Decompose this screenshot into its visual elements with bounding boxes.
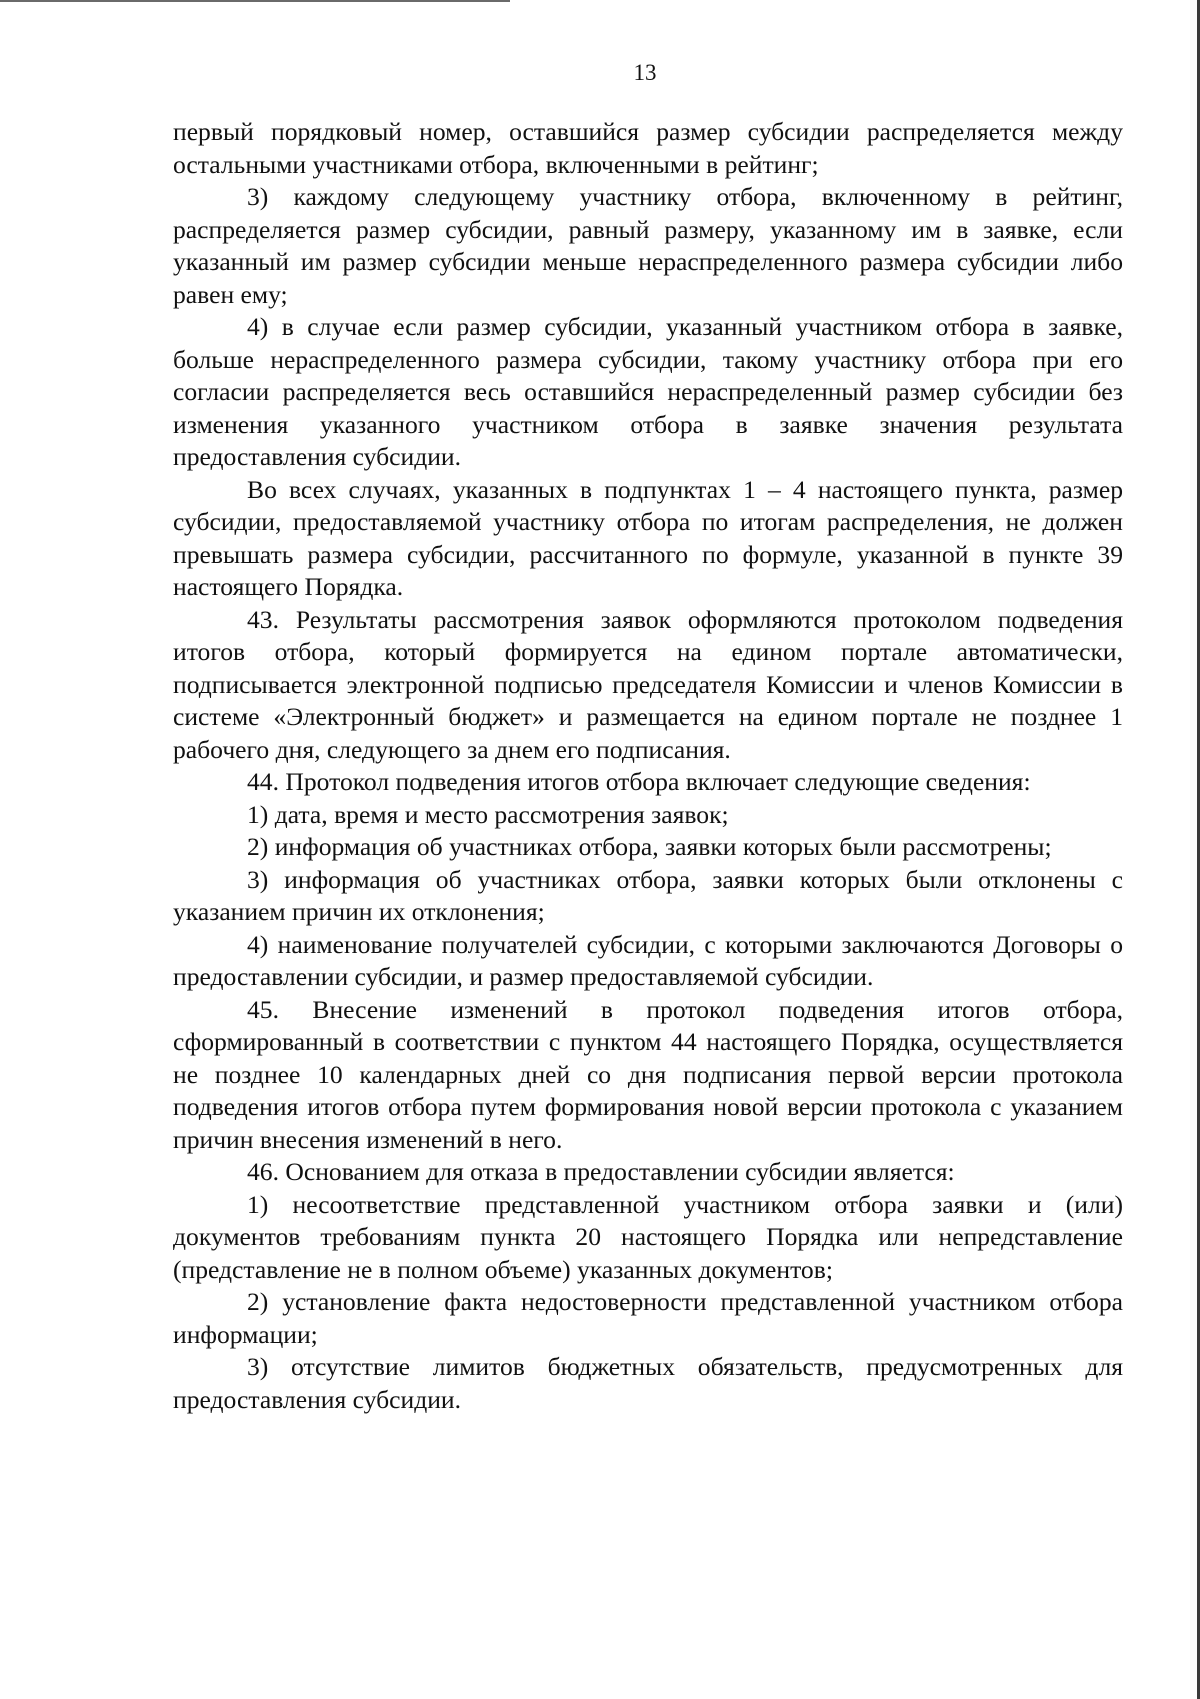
paragraph: 44. Протокол подведения итогов отбора включает следующие сведения:	[247, 767, 1031, 796]
scan-edge-top	[0, 0, 510, 2]
paragraph: 43. Результаты рассмотрения заявок оформляются протоколом подведения итогов отбора, который формируется на едином портале автоматически, подписывается электронной подписью председателя Комиссии и членов Комиссии в системе «Электронный бюджет» и размещается на едином портале не позднее 1 рабочего дня, следующего за днем его подписания.	[173, 604, 1123, 764]
paragraph: 4) наименование получателей субсидии, с которыми заключаются Договоры о предоставлении субсидии, и размер предоставляемой субсидии.	[173, 929, 1123, 991]
paragraph: Во всех случаях, указанных в подпунктах 1 – 4 настоящего пункта, размер субсидии, предоставляемой участнику отбора по итогам распределения, не должен превышать размера субсидии, рассчитанного по формуле, указанной в пункте 39 настоящего Порядка.	[173, 474, 1123, 601]
document-body	[173, 116, 1123, 1416]
paragraph: 4) в случае если размер субсидии, указанный участником отбора в заявке, больше нераспределенного размера субсидии, такому участнику отбора при его согласии распределяется весь оставшийся нераспределенный размер субсидии без изменения указанного участником отбора в заявке значения результата предоставления субсидии.	[173, 312, 1123, 471]
paragraph: 1) несоответствие представленной участником отбора заявки и (или) документов требованиям пункта 20 настоящего Порядка или непредставление (представление не в полном объеме) указанных документов;	[173, 1189, 1123, 1284]
paragraph: 2) установление факта недостоверности представленной участником отбора информации;	[173, 1287, 1123, 1349]
page-number: 13	[633, 60, 657, 85]
paragraph: 1) дата, время и место рассмотрения заявок;	[247, 799, 729, 829]
paragraph: 3) информация об участниках отбора, заявки которых были отклонены с указанием причин их отклонения;	[173, 864, 1123, 926]
paragraph: первый порядковый номер, оставшийся размер субсидии распределяется между остальными участниками отбора, включенными в рейтинг;	[173, 117, 1123, 179]
paragraph: 3) отсутствие лимитов бюджетных обязательств, предусмотренных для предоставления субсидии.	[173, 1352, 1123, 1414]
paragraph: 3) каждому следующему участнику отбора, включенному в рейтинг, распределяется размер субсидии, равный размеру, указанному им в заявке, если указанный им размер субсидии меньше нераспределенного размера субсидии либо равен ему;	[173, 182, 1123, 309]
paragraph: 46. Основанием для отказа в предоставлении субсидии является:	[247, 1157, 955, 1186]
paragraph: 45. Внесение изменений в протокол подведения итогов отбора, сформированный в соответствии с пунктом 44 настоящего Порядка, осуществляется не позднее 10 календарных дней со дня подписания первой версии протокола подведения итогов отбора путем формирования новой версии протокола с указанием причин внесения изменений в него.	[173, 994, 1123, 1154]
paragraph: 2) информация об участниках отбора, заявки которых были рассмотрены;	[247, 832, 1052, 861]
